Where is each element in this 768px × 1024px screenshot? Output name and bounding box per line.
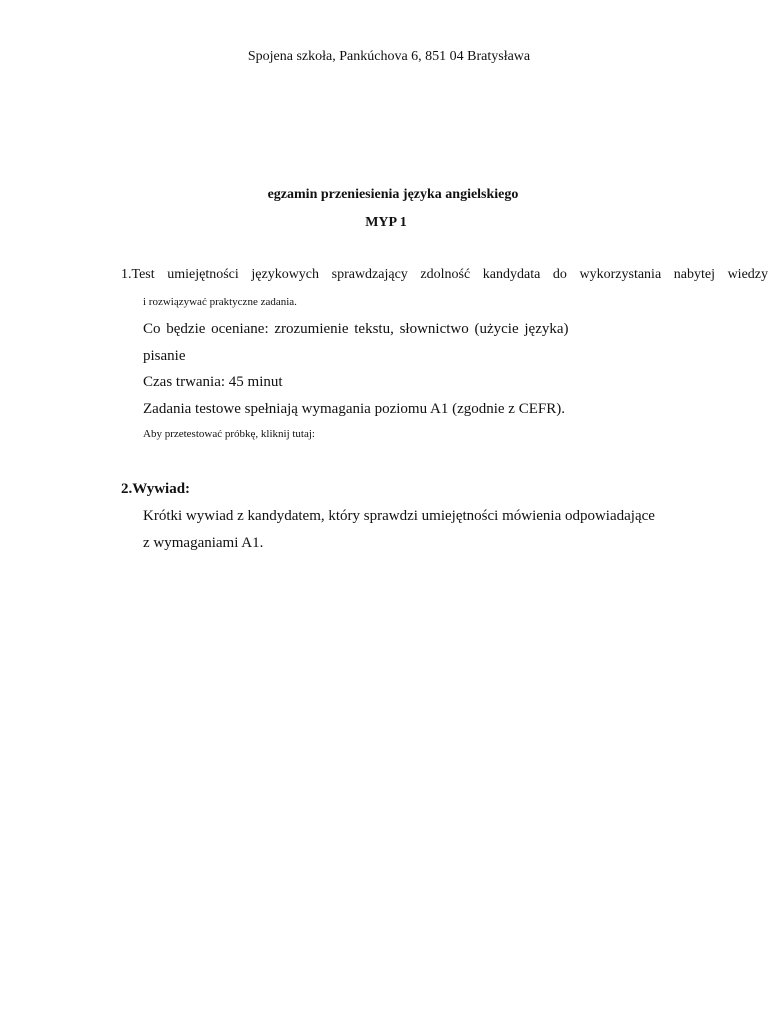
- section-2-text-line-1: Krótki wywiad z kandydatem, który sprawdzi umiejętności mówienia odpowiadające: [143, 508, 655, 524]
- section-1-sample-test-link[interactable]: Aby przetestować próbkę, kliknij tutaj:: [143, 428, 315, 440]
- section-1-intro-line-1: 1.Test umiejętności językowych sprawdzający zdolność kandydata do wykorzystania nabytej wiedzy: [121, 267, 768, 282]
- section-2-heading: 2.Wywiad:: [121, 481, 191, 497]
- document-title: egzamin przeniesienia języka angielskiego: [267, 187, 519, 202]
- section-1-assessed-skills: Co będzie oceniane: zrozumienie tekstu, słownictwo (użycie języka): [143, 321, 569, 337]
- school-address: Spojena szkoła, Pankúchova 6, 851 04 Bratysława: [247, 49, 531, 64]
- document-subtitle: MYP 1: [365, 215, 407, 230]
- section-1-level-requirement: Zadania testowe spełniają wymagania poziomu A1 (zgodnie z CEFR).: [143, 401, 565, 417]
- section-1-writing: pisanie: [143, 348, 186, 364]
- section-1-intro-line-2: i rozwiązywać praktyczne zadania.: [143, 296, 297, 308]
- section-1-duration: Czas trwania: 45 minut: [143, 374, 283, 390]
- section-2-text-line-2: z wymaganiami A1.: [143, 535, 264, 551]
